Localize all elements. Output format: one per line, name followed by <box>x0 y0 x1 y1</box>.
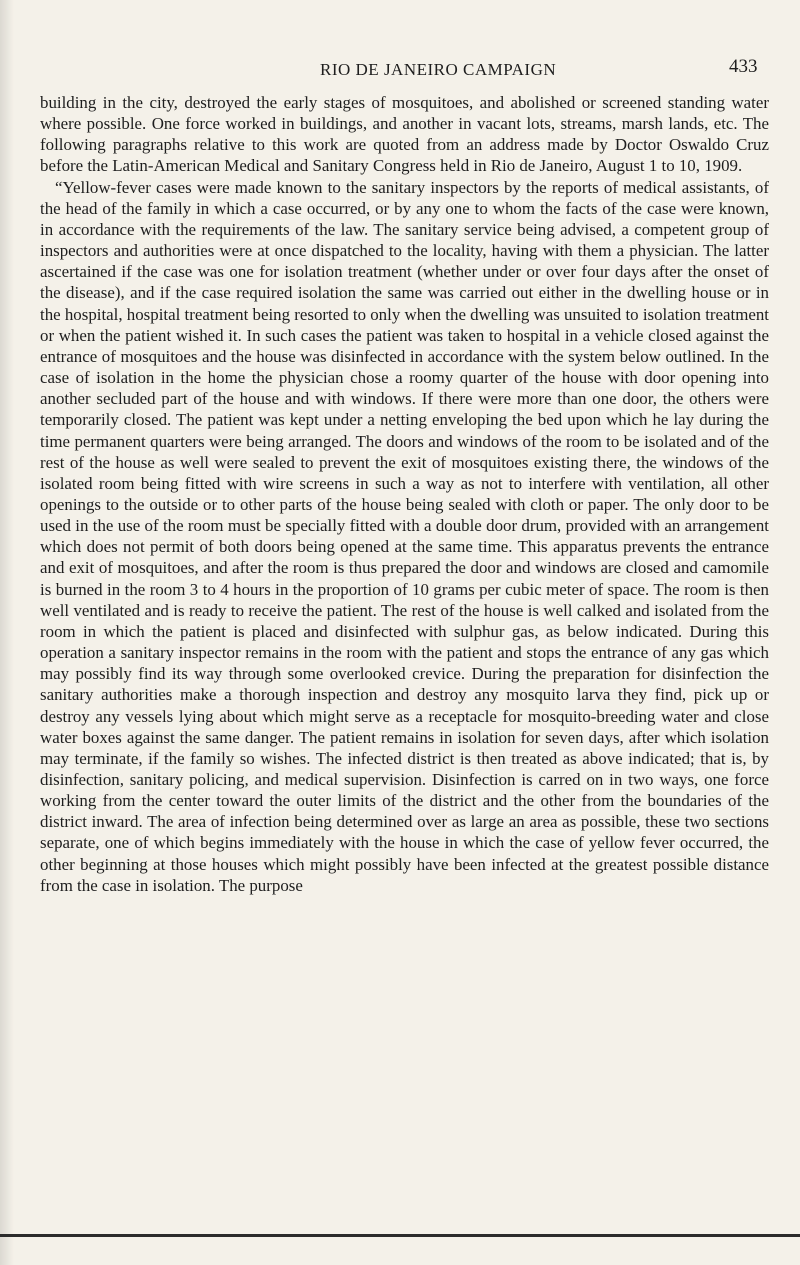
binding-shadow <box>0 0 14 1265</box>
paragraph-quotation: “Yellow-fever cases were made known to the sanitary inspectors by the reports of medical assistants, of the head of the family in which a case occurred, or by any one to whom the facts of the case were known, in accordance with the requirements of the law. The sanitary service being advised, a competent group of inspectors and authorities were at once dispatched to the locality, having with them a physician. The latter ascertained if the case was one for isolation treatment (whether under or over four days after the onset of the disease), and if the case required isolation the same was carried out either in the dwelling house or in the hospital, hospital treatment being resorted to only when the dwelling was unsuited to isolation treatment or when the patient wished it. In such cases the patient was taken to hospital in a vehicle closed against the entrance of mosquitoes and the house was disinfected in accordance with the system below outlined. In the case of isolation in the home the physician chose a roomy quarter of the house with door opening into another secluded part of the house and with windows. If there were more than one door, the others were temporarily closed. The patient was kept under a netting enveloping the bed upon which he lay during the time permanent quarters were being arranged. The doors and windows of the room to be isolated and of the rest of the house as well were sealed to prevent the exit of mosquitoes existing there, the windows of the isolated room being fitted with wire screens in such a way as not to interfere with ventilation, all other openings to the outside or to other parts of the house being sealed with cloth or paper. The only door to be used in the use of the room must be specially fitted with a double door drum, provided with an arrangement which does not permit of both doors being opened at the same time. This apparatus prevents the entrance and exit of mosquitoes, and after the room is thus prepared the door and windows are closed and camomile is burned in the room 3 to 4 hours in the proportion of 10 grams per cubic meter of space. The room is then well ventilated and is ready to receive the patient. The rest of the house is well calked and isolated from the room in which the patient is placed and disinfected with sulphur gas, as below indicated. During this operation a sanitary inspector remains in the room with the patient and stops the entrance of any gas which may possibly find its way through some overlooked crevice. During the preparation for disinfection the sanitary authorities make a thorough inspection and destroy any mosquito larva they find, pick up or destroy any vessels lying about which might serve as a receptacle for mosquito-breeding water and close water boxes against the same danger. The patient remains in isolation for seven days, after which isolation may terminate, if the family so wishes. The infected district is then treated as above indicated; that is, by disinfection, sanitary policing, and medical supervision. Disinfection is carred on in two ways, one force working from the center toward the outer limits of the district and the other from the boundaries of the district inward. The area of infection being determined over as large an area as possible, these two sections separate, one of which begins immediately with the house in which the case of yellow fever occurred, the other beginning at those houses which might possibly have been infected at the greatest possible distance from the case in isolation. The purpose <box>40 177 769 895</box>
page-number: 433 <box>729 56 758 77</box>
page-edge-rule <box>0 1234 800 1237</box>
paragraph-intro: building in the city, destroyed the early stages of mosquitoes, and abolished or screened standing water where possible. One force worked in buildings, and another in vacant lots, streams, marsh lands, etc. The following paragraphs relative to this work are quoted from an address made by Doctor Oswaldo Cruz before the Latin-American Medical and Sanitary Congress held in Rio de Janeiro, August 1 to 10, 1909. <box>40 93 769 176</box>
body-text <box>40 92 769 896</box>
running-head: RIO DE JANEIRO CAMPAIGN <box>320 60 557 79</box>
